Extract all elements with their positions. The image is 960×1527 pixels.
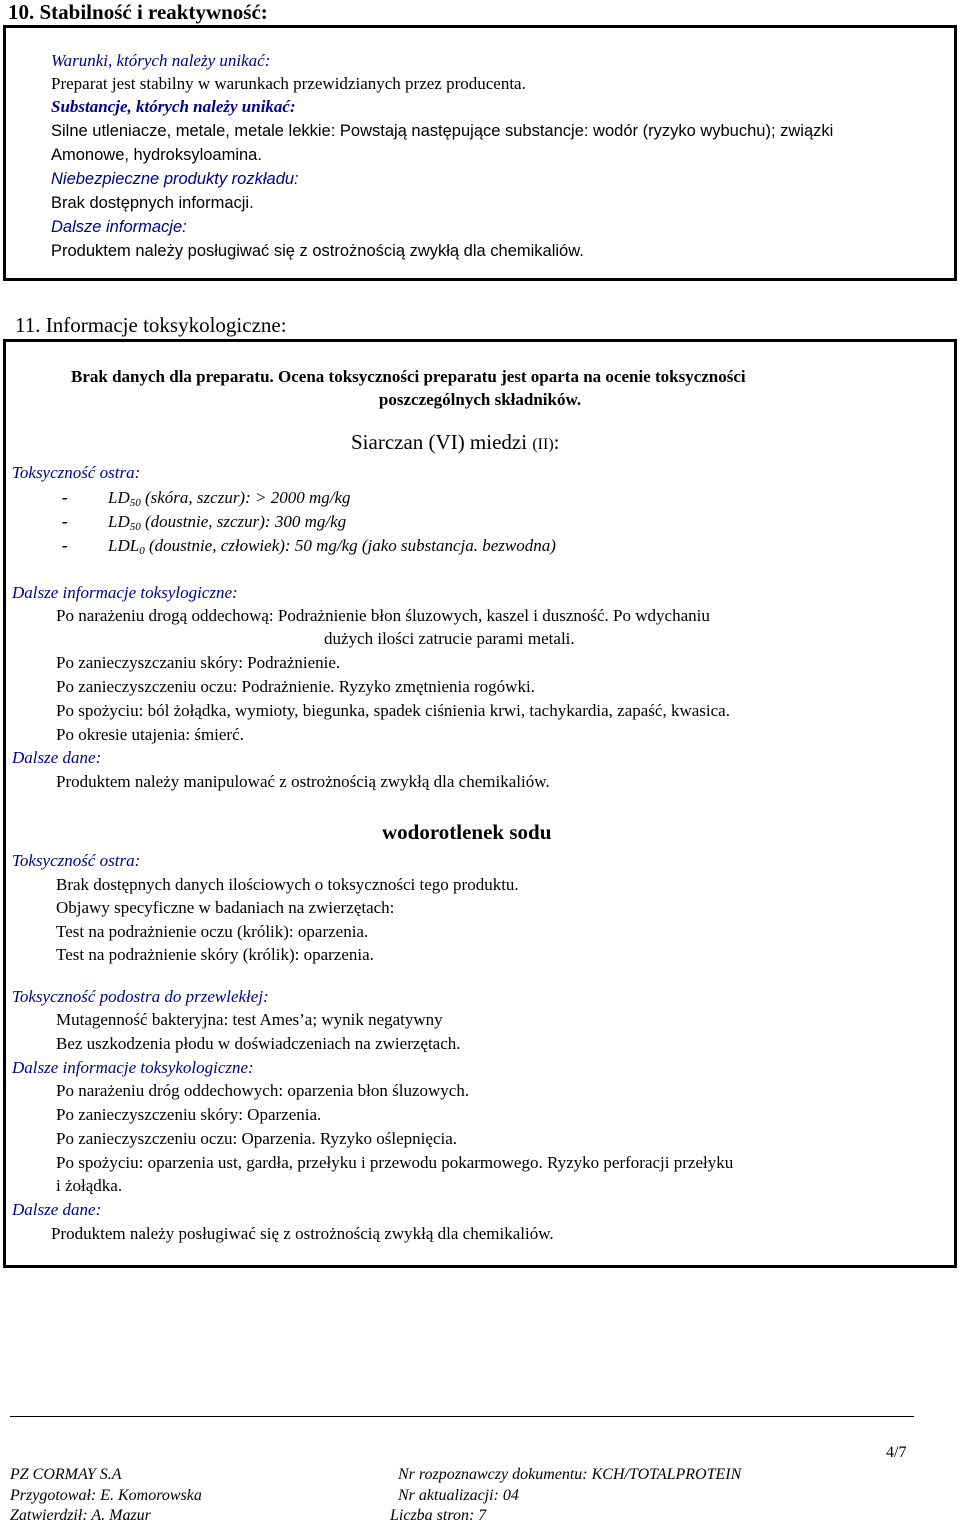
further-line: Po okresie utajenia: śmierć. bbox=[56, 725, 244, 744]
footer-pages: Liczba stron: 7 bbox=[390, 1507, 487, 1524]
substance-1-colon: : bbox=[553, 430, 560, 454]
further-info-label: Dalsze informacje: bbox=[51, 218, 187, 236]
ld-prefix: LDL bbox=[108, 536, 140, 555]
conditions-label: Warunki, których należy unikać: bbox=[51, 51, 271, 70]
further-info-text: Produktem należy posługiwać się z ostrożnością zwykłą dla chemikaliów. bbox=[51, 242, 584, 260]
ld-text: (doustnie, człowiek): 50 mg/kg (jako substancja. bezwodna) bbox=[144, 536, 556, 555]
subacute-line: Mutagenność bakteryjna: test Ames’a; wynik negatywny bbox=[56, 1010, 443, 1029]
ld-prefix: LD bbox=[108, 512, 130, 531]
substances-label: Substancje, których należy unikać: bbox=[51, 97, 296, 116]
substances-text-2: Amonowe, hydroksyloamina. bbox=[51, 146, 262, 164]
section-10-box bbox=[3, 25, 957, 281]
subacute-line: Bez uszkodzenia płodu w doświadczeniach na zwierzętach. bbox=[56, 1034, 461, 1053]
decomposition-label: Niebezpieczne produkty rozkładu: bbox=[51, 170, 299, 188]
ld-item bbox=[62, 510, 346, 534]
substances-text-1: Silne utleniacze, metale, metale lekkie: Powstają następujące substancje: wodór (ryzyko wybuchu); związki bbox=[51, 122, 834, 140]
further-line: Po zanieczyszczaniu skóry: Podrażnienie. bbox=[56, 653, 341, 672]
bullet-dash: - bbox=[62, 536, 68, 555]
substance-2-data-label: Dalsze dane: bbox=[12, 1200, 102, 1219]
ld-subscript: 50 bbox=[129, 497, 141, 509]
acute-line: Test na podrażnienie oczu (królik): oparzenia. bbox=[56, 922, 369, 941]
further-line: i żołądka. bbox=[56, 1176, 123, 1195]
further-line: Po zanieczyszczeniu oczu: Oparzenia. Ryzyko oślepnięcia. bbox=[56, 1129, 458, 1148]
footer-company: PZ CORMAY S.A bbox=[10, 1466, 122, 1483]
footer-rule bbox=[10, 1416, 914, 1417]
acute-line: Test na podrażnienie skóry (królik): oparzenia. bbox=[56, 945, 374, 964]
substance-1-data-label: Dalsze dane: bbox=[12, 748, 102, 767]
ld-text: (skóra, szczur): > 2000 mg/kg bbox=[140, 488, 351, 507]
further-line: Po narażeniu dróg oddechowych: oparzenia błon śluzowych. bbox=[56, 1081, 470, 1100]
decomposition-text: Brak dostępnych informacji. bbox=[51, 194, 254, 212]
footer-prepared: Przygotował: E. Komorowska bbox=[10, 1487, 202, 1504]
ld-subscript: 0 bbox=[139, 545, 145, 557]
ld-item bbox=[62, 534, 556, 558]
footer-approved: Zatwierdził: A. Mazur bbox=[10, 1507, 151, 1524]
section-11-intro-1: Brak danych dla preparatu. Ocena toksyczności preparatu jest oparta na ocenie toksyczności bbox=[71, 367, 746, 386]
substance-2-further-label: Dalsze informacje toksykologiczne: bbox=[12, 1058, 254, 1077]
acute-line: Brak dostępnych danych ilościowych o toksyczności tego produktu. bbox=[56, 875, 519, 894]
ld-prefix: LD bbox=[108, 488, 130, 507]
further-line: Po zanieczyszczeniu oczu: Podrażnienie. Ryzyko zmętnienia rogówki. bbox=[56, 677, 535, 696]
section-11-box bbox=[3, 339, 957, 1268]
substance-2-data-text: Produktem należy posługiwać się z ostrożnością zwykłą dla chemikaliów. bbox=[51, 1224, 554, 1243]
substance-1-acute-label: Toksyczność ostra: bbox=[12, 463, 141, 482]
further-line: Po spożyciu: oparzenia ust, gardła, przełyku i przewodu pokarmowego. Ryzyko perforacji przełyku bbox=[56, 1153, 734, 1172]
ld-item bbox=[62, 486, 351, 510]
acute-line: Objawy specyficzne w badaniach na zwierzętach: bbox=[56, 898, 395, 917]
bullet-dash: - bbox=[62, 488, 68, 507]
substance-2-acute-label: Toksyczność ostra: bbox=[12, 851, 141, 870]
bullet-dash: - bbox=[62, 512, 68, 531]
footer-doc-id: Nr rozpoznawczy dokumentu: KCH/TOTALPROTEIN bbox=[398, 1466, 742, 1483]
substance-2-name: wodorotlenek sodu bbox=[382, 820, 552, 844]
section-10-heading: 10. Stabilność i reaktywność: bbox=[8, 0, 268, 24]
substance-1-name: Siarczan (VI) miedzi bbox=[351, 430, 533, 454]
further-line: dużych ilości zatrucie parami metali. bbox=[324, 629, 575, 648]
substance-1-oxidation: (II) bbox=[532, 436, 554, 453]
page-number: 4/7 bbox=[886, 1444, 907, 1461]
conditions-text: Preparat jest stabilny w warunkach przewidzianych przez producenta. bbox=[51, 74, 526, 93]
section-11-intro-2: poszczególnych składników. bbox=[378, 390, 582, 409]
ld-subscript: 50 bbox=[129, 521, 141, 533]
section-11-heading: 11. Informacje toksykologiczne: bbox=[15, 313, 287, 337]
further-line: Po spożyciu: ból żołądka, wymioty, biegunka, spadek ciśnienia krwi, tachykardia, zapaść, kwasica. bbox=[56, 701, 730, 720]
substance-1-data-text: Produktem należy manipulować z ostrożnością zwykłą dla chemikaliów. bbox=[56, 772, 550, 791]
substance-1-further-label: Dalsze informacje toksylogiczne: bbox=[12, 583, 238, 602]
ld-text: (doustnie, szczur): 300 mg/kg bbox=[140, 512, 347, 531]
footer-update: Nr aktualizacji: 04 bbox=[398, 1487, 519, 1504]
further-line: Po narażeniu drogą oddechową: Podrażnienie błon śluzowych, kaszel i duszność. Po wdychaniu bbox=[56, 606, 710, 625]
further-line: Po zanieczyszczeniu skóry: Oparzenia. bbox=[56, 1105, 322, 1124]
substance-1-title bbox=[351, 430, 560, 455]
substance-2-subacute-label: Toksyczność podostra do przewlekłej: bbox=[12, 987, 269, 1006]
